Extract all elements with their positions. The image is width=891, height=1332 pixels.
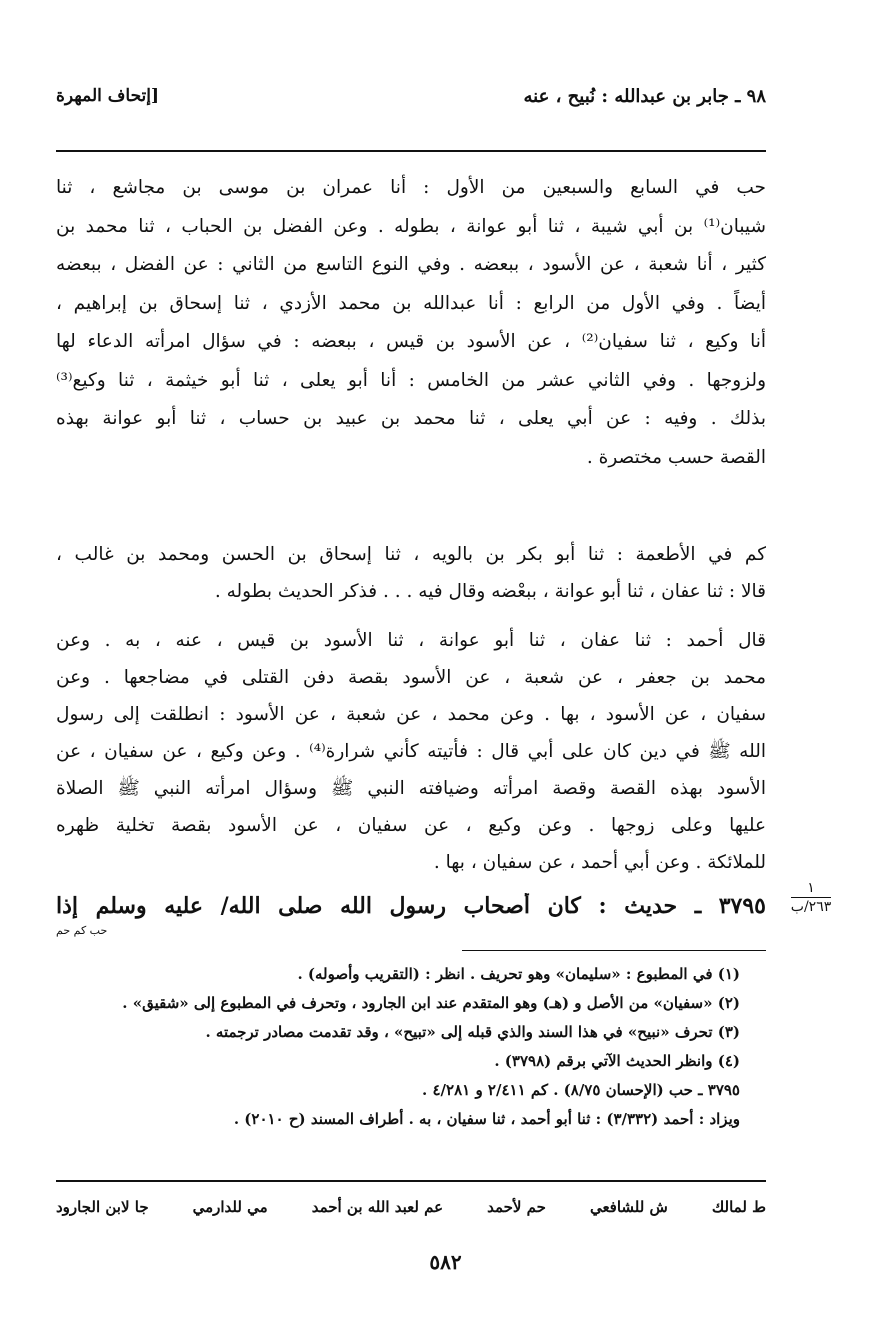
footnote: ٣٧٩٥ ـ حب (الإحسان ٨/٧٥) . كم ٢/٤١١ و ٤/٢٨١ . xyxy=(422,1081,740,1099)
abbreviation: حم لأحمد xyxy=(487,1198,546,1216)
page-number: ٥٨٢ xyxy=(429,1250,462,1274)
text-line: أيضاً . وفي الأول من الرابع : أنا عبدالله بن محمد الأزدي ، ثنا إسحاق بن إبراهيم ، xyxy=(56,292,766,314)
text-line: كم في الأطعمة : ثنا أبو بكر بن بالويه ، ثنا إسحاق بن الحسن ومحمد بن غالب ، xyxy=(56,544,766,565)
abbreviation: ش للشافعي xyxy=(589,1198,668,1216)
footnote: (٣) تحرف «نبيح» في هذا السند والذي قبله إلى «تبيح» ، وقد تقدمت مصادر ترجمته . xyxy=(205,1023,740,1041)
text-line: شيبان⁽¹⁾ بن أبي شيبة ، ثنا أبو عوانة ، بطوله . وعن الفضل بن الحباب ، ثنا محمد بن xyxy=(56,215,766,237)
page-header xyxy=(56,86,766,120)
margin-divider xyxy=(791,897,831,898)
footnote-rule xyxy=(462,950,766,951)
chapter-heading: ٩٨ ـ جابر بن عبدالله : نُبيح ، عنه xyxy=(523,86,766,107)
text-line: قالا : ثنا عفان ، ثنا أبو عوانة ، ببعْضه وقال فيه . . . فذكر الحديث بطوله . xyxy=(214,581,766,602)
text-line: قال أحمد : ثنا عفان ، ثنا أبو عوانة ، ثنا الأسود بن قيس ، عنه ، به . وعن xyxy=(56,630,766,651)
header-rule xyxy=(56,150,766,152)
footnotes xyxy=(56,960,740,1134)
text-line: بذلك . وفيه : عن أبي يعلى ، ثنا محمد بن عبيد بن حساب ، ثنا أبو عوانة بهذه xyxy=(56,408,766,429)
footnote: ويزاد : أحمد (٣/٣٣٢) : ثنا أبو أحمد ، ثنا سفيان ، به . أطراف المسند (ح ٢٠١٠) . xyxy=(233,1110,740,1128)
text-line: محمد بن جعفر ، عن شعبة ، عن الأسود بقصة دفن القتلى في مضاجعها . وعن xyxy=(56,667,766,688)
footnote: (٢) «سفيان» من الأصل و (هـ) وهو المتقدم عند ابن الجارود ، وتحرف في المطبوع إلى «شقيق» . xyxy=(122,994,740,1012)
paragraph-ahmad xyxy=(56,622,766,881)
text-line: الأسود بهذه القصة وقصة امرأته وضيافته النبي ﷺ وسؤال امرأته النبي ﷺ الصلاة xyxy=(56,778,766,799)
abbreviations-key xyxy=(56,1198,766,1216)
text-line: حب في السابع والسبعين من الأول : أنا عمران بن موسى بن مجاشع ، ثنا xyxy=(56,177,766,198)
manuscript-margin-note xyxy=(776,880,846,915)
footnote: (١) في المطبوع : «سليمان» وهو تحريف . انظر : (التقريب وأصوله) . xyxy=(297,965,740,983)
margin-folio: ٢٦٣/ب xyxy=(790,899,832,915)
abbreviation: جا لابن الجارود xyxy=(56,1198,149,1216)
text-line: أنا وكيع ، ثنا سفيان⁽²⁾ ، عن الأسود بن قيس ، ببعضه : في سؤال امرأته الدعاء لها xyxy=(56,331,766,352)
text-line: عليها وعلى زوجها . وعن وكيع ، عن سفيان ، عن الأسود بقصة تخلية ظهره xyxy=(56,815,766,836)
paragraph-sources xyxy=(56,169,766,477)
text-line: الله ﷺ في دين كان على أبي قال : فأتيته كأني شرارة⁽⁴⁾ . وعن وكيع ، عن سفيان ، عن xyxy=(56,741,766,762)
text-line: كثير ، أنا شعبة ، عن الأسود ، ببعضه . وفي النوع التاسع من الثاني : عن الفضل ، ببعضه xyxy=(56,254,766,275)
hadith-heading: ٣٧٩٥ ـ حديث : كان أصحاب رسول الله صلى الله/ عليه وسلم إذا xyxy=(56,893,766,919)
footnote: (٤) وانظر الحديث الآتي برقم (٣٧٩٨) . xyxy=(494,1052,740,1070)
abbreviation: ط لمالك xyxy=(711,1198,766,1216)
text-line: للملائكة . وعن أبي أحمد ، عن سفيان ، بها . xyxy=(433,852,766,873)
text-line: ولزوجها . وفي الثاني عشر من الخامس : أنا أبو يعلى ، ثنا أبو خيثمة ، ثنا وكيع⁽³⁾ xyxy=(56,369,766,391)
abbreviation: عم لعبد الله بن أحمد xyxy=(311,1198,444,1216)
margin-number: ١ xyxy=(807,880,815,896)
hadith-sources: حب كم حم xyxy=(56,924,108,937)
abbreviation: مي للدارمي xyxy=(192,1198,268,1216)
paragraph-hakim xyxy=(56,536,766,610)
text-line: القصة حسب مختصرة . xyxy=(586,446,766,468)
book-title: [إتحاف المهرة xyxy=(56,86,160,106)
text-line: سفيان ، عن الأسود ، بها . وعن محمد ، عن شعبة ، عن الأسود : انطلقت إلى رسول xyxy=(56,704,766,725)
abbreviations-rule xyxy=(56,1180,766,1182)
